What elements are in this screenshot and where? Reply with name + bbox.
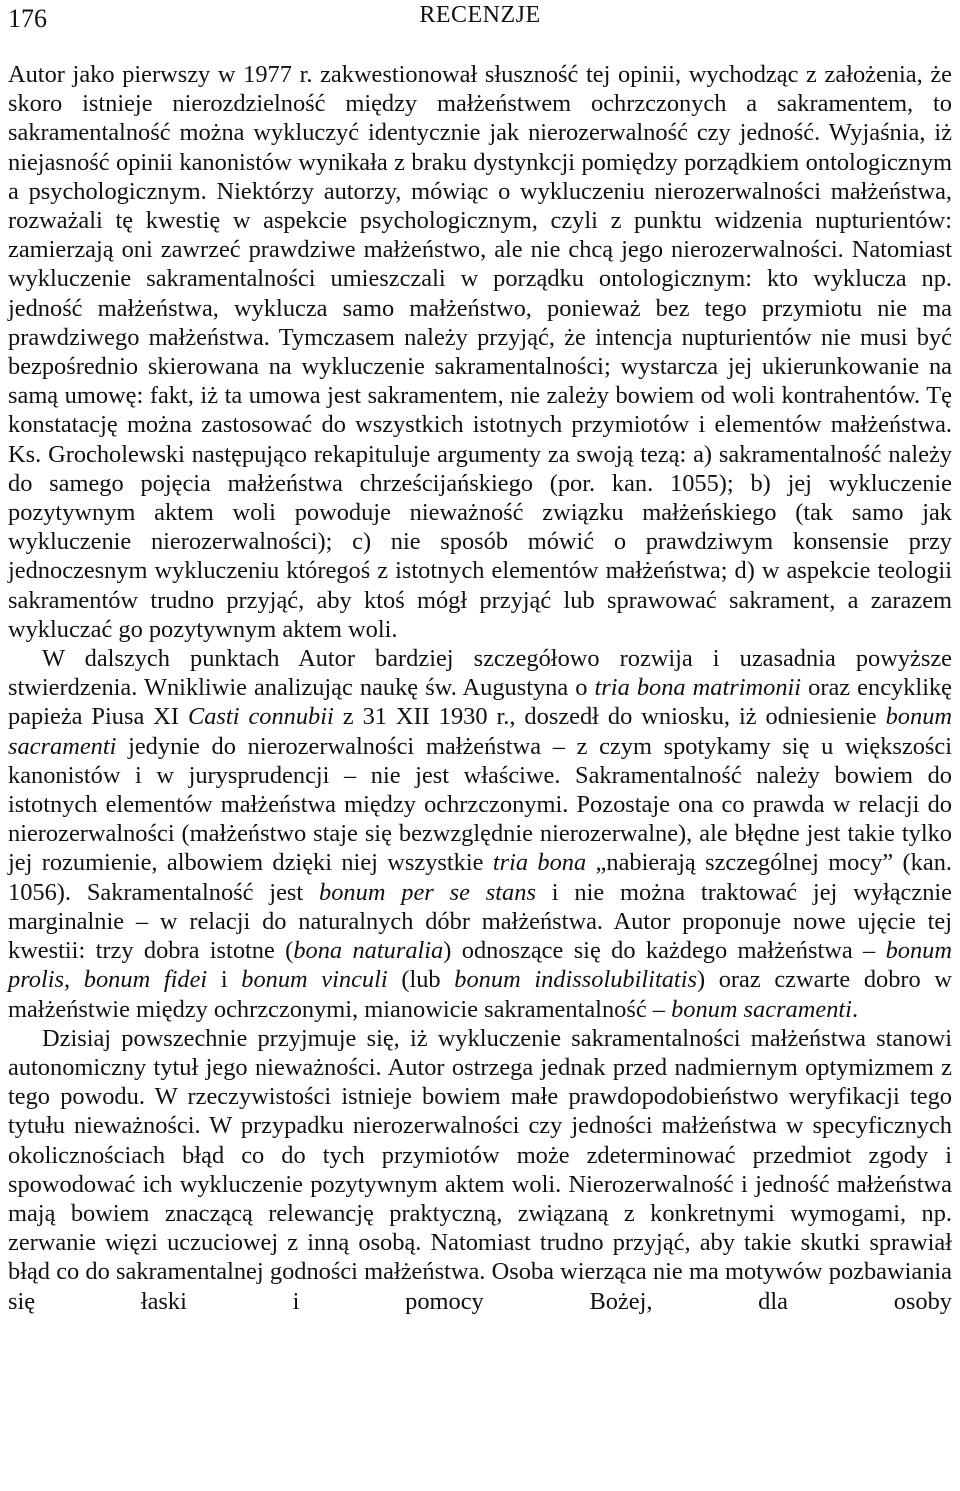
text-run: ) odnoszące się do każdego małżeństwa –	[443, 937, 886, 965]
text-run: Dzisiaj powszechnie przyjmuje się, iż wykluczenie sakramentalności małżeństwa stanowi autonomiczny tytuł jego nieważności. Autor ostrzega jednak przed nadmiernym optymizmem z tego powodu. W rzeczywistości istnieje bowiem małe prawdopodobieństwo weryfikacji tego tytułu nieważności. W przypadku nierozerwalności czy jedności małżeństwa w specyficznych okolicznościach błąd co do tych przymiotów może zdeterminować przedmiot zgody i spowodować ich wykluczenie pozytywnym aktem woli. Nierozerwalność i jedność małżeństwa mają bowiem znaczącą relewancję praktyczną, związaną z konkretnymi wymogami, np. zerwanie więzi uczuciowej z inną osobą. Natomiast trudno przyjąć, aby takie skutki sprawiał błąd co do sakramentalnej godności małżeństwa. Osoba wierząca nie ma motywów pozbawiania się łaski i pomocy Bożej, dla osoby	[8, 1024, 952, 1315]
italic-term: bonum prolis	[8, 937, 952, 994]
text-run: oraz encyklikę papieża Piusa XI	[8, 674, 952, 731]
text-run: jedynie do nierozerwalności małżeństwa – z czym spotykamy się u większości kanonistów i w jurysprudencji – nie jest właściwe. Sakramentalność należy bowiem do istotnych elementów małżeństwa między ochrzczonymi. Pozostaje ona co prawda w relacji do nierozerwalności (małżeństwo staje się bezwzględnie nierozerwalne), ale błędne jest takie tylko jej rozumienie, albowiem dzięki niej wszystkie	[8, 732, 952, 877]
text-run: z 31 XII 1930 r., doszedł do wniosku, iż odniesienie	[333, 703, 886, 731]
italic-term: bonum per se stans	[319, 878, 536, 906]
running-head: RECENZJE	[419, 2, 541, 28]
body-text	[8, 60, 952, 1316]
text-run: i	[207, 966, 242, 994]
text-run: ,	[64, 966, 84, 994]
text-run: ) oraz czwarte dobro w małżeństwie między ochrzczonymi, mianowicie sakramentalność –	[8, 966, 952, 1023]
text-run: i nie można traktować jej wyłącznie marginalnie – w relacji do naturalnych dóbr małżeństwa. Autor proponuje nowe ujęcie tej kwestii: trzy dobra istotne (	[8, 878, 953, 965]
italic-term: Casti connubii	[187, 703, 334, 731]
text-run: W dalszych punktach Autor bardziej szczegółowo rozwija i uzasadnia powyższe stwierdzenia. Wnikliwie analizując naukę św. Augustyna o	[8, 645, 952, 702]
page-number: 176	[8, 4, 47, 33]
italic-term: tria bona	[492, 849, 587, 877]
text-run: (lub	[387, 966, 455, 994]
italic-term: bonum indissolubilitatis	[454, 966, 697, 994]
italic-term: bonum sacramenti	[671, 995, 852, 1023]
italic-term: bonum vinculi	[241, 966, 388, 994]
text-run: Autor jako pierwszy w 1977 r. zakwestionował słuszność tej opinii, wychodząc z założenia, że skoro istnieje nierozdzielność między małżeństwem ochrzczonych a sakramentem, to sakramentalność można wykluczyć identycznie jak nierozerwalność czy jedność. Wyjaśnia, iż niejasność opinii kanonistów wynikała z braku dystynkcji pomiędzy porządkiem ontologicznym a psychologicznym. Niektórzy autorzy, mówiąc o wykluczeniu nierozerwalności małżeństwa, rozważali tę kwestię w aspekcie psychologicznym, czyli z punktu widzenia nupturientów: zamierzają oni zawrzeć prawdziwe małżeństwo, ale nie chcą jego nierozerwalności. Natomiast wykluczenie sakramentalności umieszczali w porządku ontologicznym: kto wyklucza np. jedność małżeństwa, wyklucza samo małżeństwo, ponieważ bez tego przymiotu nie ma prawdziwego małżeństwa. Tymczasem należy przyjąć, że intencja nupturientów nie musi być bezpośrednio skierowana na wykluczenie sakramentalności; wystarcza jej ukierunkowanie na samą umowę: fakt, iż ta umowa jest sakramentem, nie zależy bowiem od woli kontrahentów. Tę konstatację można zastosować do wszystkich istotnych przymiotów i elementów małżeństwa. Ks. Grocholewski następująco rekapituluje argumenty za swoją tezą: a) sakramentalność należy do samego pojęcia małżeństwa chrześcijańskiego (por. kan. 1055); b) jej wykluczenie pozytywnym aktem woli powoduje nieważność związku małżeńskiego (tak samo jak wykluczenie nierozerwalności); c) nie sposób mówić o prawdziwym konsensie przy jednoczesnym wykluczeniu któregoś z istotnych elementów małżeństwa; d) w aspekcie teologii sakramentów trudno przyjąć, aby ktoś mógł przyjąć lub sprawować sakrament, a zarazem wykluczać go pozytywnym aktem woli.	[8, 61, 952, 643]
paragraph	[8, 644, 952, 1024]
paragraph	[8, 1024, 952, 1316]
paragraph	[8, 60, 952, 644]
text-run: .	[851, 995, 859, 1023]
text-run: „nabierają szczególnej mocy” (kan. 1056). Sakramentalność jest	[8, 849, 952, 906]
italic-term: tria bona matrimonii	[594, 674, 802, 702]
italic-term: bonum fidei	[83, 966, 208, 994]
italic-term: bonum sacramenti	[8, 703, 953, 760]
italic-term: bona naturalia	[293, 937, 444, 965]
